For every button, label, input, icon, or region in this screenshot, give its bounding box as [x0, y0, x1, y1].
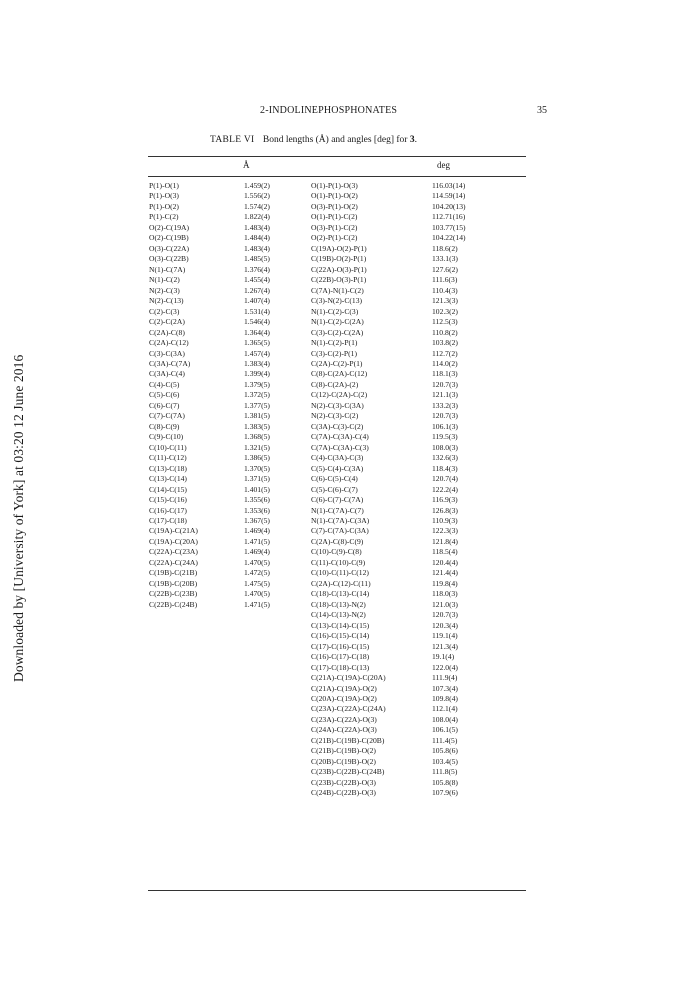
angle-value-cell: 19.1(4)	[432, 652, 455, 662]
bond-atoms-cell: C(3)-C(3A)	[149, 348, 185, 358]
bond-length-cell: 1.472(5)	[244, 568, 270, 578]
angle-value-cell: 122.2(4)	[432, 484, 458, 494]
angle-atoms-cell: C(21B)-C(19B)-C(20B)	[311, 735, 385, 745]
bond-atoms-cell: C(2A)-C(8)	[149, 327, 185, 337]
angle-value-cell: 118.4(3)	[432, 463, 458, 473]
angle-value-cell: 104.20(13)	[432, 201, 466, 211]
bond-length-cell: 1.470(5)	[244, 589, 270, 599]
bond-length-cell: 1.401(5)	[244, 484, 270, 494]
angle-value-cell: 120.7(4)	[432, 474, 458, 484]
bond-length-cell: 1.376(4)	[244, 264, 270, 274]
angle-value-cell: 110.4(3)	[432, 285, 458, 295]
angle-atoms-cell: C(19B)-O(2)-P(1)	[311, 254, 367, 264]
angle-value-cell: 119.5(3)	[432, 432, 458, 442]
angle-value-cell: 119.8(4)	[432, 578, 458, 588]
angle-value-cell: 105.8(8)	[432, 777, 458, 787]
bond-atoms-cell: N(2)-C(3)	[149, 285, 180, 295]
bond-length-cell: 1.367(5)	[244, 516, 270, 525]
angle-atoms-cell: O(1)-P(1)-C(2)	[311, 212, 358, 222]
bond-atoms-cell: C(15)-C(16)	[149, 495, 187, 505]
caption-period: .	[414, 135, 417, 145]
bond-atoms-cell: N(2)-C(13)	[149, 296, 184, 306]
angle-atoms-cell: C(23B)-C(22B)-C(24B)	[311, 767, 385, 777]
bond-length-cell: 1.574(2)	[244, 201, 270, 211]
angle-atoms-cell: C(7A)-N(1)-C(2)	[311, 285, 364, 295]
angle-value-cell: 102.3(2)	[432, 306, 458, 316]
angle-value-cell: 114.59(14)	[432, 191, 466, 201]
bond-atoms-cell: C(3A)-C(4)	[149, 369, 185, 379]
header-angle-unit: deg	[437, 160, 450, 170]
angle-value-cell: 127.6(2)	[432, 264, 458, 274]
bond-length-cell: 1.459(2)	[244, 181, 270, 190]
bond-length-cell: 1.370(5)	[244, 463, 270, 473]
angle-atoms-cell: C(5)-C(4)-C(3A)	[311, 463, 364, 473]
bond-length-cell: 1.531(4)	[244, 306, 270, 316]
angle-atoms-cell: N(1)-C(7A)-C(3A)	[311, 516, 370, 525]
bond-length-cell: 1.485(5)	[244, 254, 270, 264]
bond-atoms-cell: O(2)-C(19A)	[149, 222, 190, 232]
table-caption	[210, 135, 417, 145]
bond-atoms-cell: C(2)-C(3)	[149, 306, 180, 316]
angle-atoms-cell: C(7A)-C(3A)-C(3)	[311, 442, 369, 452]
bond-atoms-cell: P(1)-O(1)	[149, 181, 179, 190]
bond-length-cell: 1.365(5)	[244, 338, 270, 348]
angle-value-cell: 111.8(5)	[432, 767, 458, 777]
angle-atoms-cell: C(16)-C(17)-C(18)	[311, 652, 370, 662]
angle-atoms-cell: C(8)-C(2A)-C(12)	[311, 369, 368, 379]
angle-value-cell: 103.4(5)	[432, 756, 458, 766]
angle-atoms-cell: C(22B)-O(3)-P(1)	[311, 275, 367, 285]
angle-value-cell: 133.1(3)	[432, 254, 458, 264]
angle-value-cell: 114.0(2)	[432, 358, 458, 368]
angle-atoms-cell: C(21B)-C(19B)-O(2)	[311, 746, 376, 756]
angle-value-cell: 121.0(3)	[432, 599, 458, 609]
bond-length-cell: 1.484(4)	[244, 233, 270, 243]
angle-value-cell: 107.9(6)	[432, 788, 458, 798]
angle-value-cell: 122.0(4)	[432, 662, 458, 672]
angle-atoms-cell: C(21A)-C(19A)-C(20A)	[311, 673, 386, 683]
angle-atoms-cell: C(2A)-C(2)-P(1)	[311, 358, 363, 368]
angle-value-cell: 120.7(3)	[432, 610, 458, 620]
table-caption-text: Bond lengths (Å) and angles [deg] for	[262, 135, 408, 145]
angle-value-cell: 120.4(4)	[432, 557, 458, 567]
bond-length-cell: 1.372(5)	[244, 390, 270, 400]
bond-length-cell: 1.364(4)	[244, 327, 270, 337]
bond-atoms-cell: O(3)-C(22B)	[149, 254, 189, 264]
angle-atoms-cell: C(8)-C(2A)-(2)	[311, 379, 359, 389]
bond-atoms-cell: N(1)-C(7A)	[149, 264, 186, 274]
table-bottom-rule	[148, 890, 526, 891]
angle-value-cell: 132.6(3)	[432, 453, 458, 463]
bond-length-cell: 1.407(4)	[244, 296, 270, 306]
angle-value-cell: 106.1(3)	[432, 421, 458, 431]
angle-atoms-cell: C(6)-C(5)-C(4)	[311, 474, 358, 484]
angle-value-cell: 108.0(3)	[432, 442, 458, 452]
bond-atoms-cell: C(16)-C(17)	[149, 505, 187, 515]
angle-atoms-cell: C(3)-C(2)-P(1)	[311, 348, 357, 358]
header-length-unit: Å	[243, 160, 250, 170]
angle-value-cell: 119.1(4)	[432, 631, 458, 641]
angle-value-cell: 120.7(3)	[432, 379, 458, 389]
angle-value-cell: 118.0(3)	[432, 589, 458, 599]
angle-value-cell: 107.3(4)	[432, 683, 458, 693]
angle-value-cell: 112.71(16)	[432, 212, 466, 222]
bond-length-cell: 1.383(5)	[244, 421, 270, 431]
bond-atoms-cell: C(17)-C(18)	[149, 516, 187, 525]
bond-length-cell: 1.399(4)	[244, 369, 270, 379]
angle-atoms-cell: C(17)-C(16)-C(15)	[311, 641, 370, 651]
bond-length-cell: 1.822(4)	[244, 212, 270, 222]
bond-length-cell: 1.383(4)	[244, 358, 270, 368]
angle-value-cell: 106.1(5)	[432, 725, 458, 735]
running-head: 2-INDOLINEPHOSPHONATES	[260, 105, 398, 116]
bond-length-cell: 1.470(5)	[244, 557, 270, 567]
bond-length-cell: 1.483(4)	[244, 222, 270, 232]
table-label: TABLE VI	[210, 135, 255, 145]
angle-atoms-cell: C(16)-C(15)-C(14)	[311, 631, 370, 641]
angle-value-cell: 111.6(3)	[432, 275, 458, 285]
angle-value-cell: 112.7(2)	[432, 348, 458, 358]
bond-atoms-cell: C(4)-C(5)	[149, 379, 180, 389]
angle-value-cell: 118.1(3)	[432, 369, 458, 379]
angle-atoms-cell: C(3)-C(2)-C(2A)	[311, 327, 364, 337]
bond-length-cell: 1.455(4)	[244, 275, 270, 285]
angle-value-cell: 121.4(4)	[432, 568, 458, 578]
angle-atoms-cell: C(18)-C(13)-N(2)	[311, 599, 366, 609]
angle-value-cell: 116.03(14)	[432, 181, 466, 190]
angle-atoms-cell: O(1)-P(1)-O(3)	[311, 181, 358, 190]
bond-atoms-cell: O(2)-C(19B)	[149, 233, 189, 243]
angle-atoms-cell: C(22A)-O(3)-P(1)	[311, 264, 367, 274]
angle-atoms-cell: N(1)-C(2)-C(3)	[311, 306, 359, 316]
bond-atoms-cell: C(22B)-C(24B)	[149, 599, 198, 609]
bond-atoms-cell: C(6)-C(7)	[149, 400, 180, 410]
angle-value-cell: 120.3(4)	[432, 620, 458, 630]
bond-atoms-cell: C(8)-C(9)	[149, 421, 180, 431]
angle-value-cell: 110.8(2)	[432, 327, 458, 337]
angle-value-cell: 116.9(3)	[432, 495, 458, 505]
bond-atoms-cell: O(3)-C(22A)	[149, 243, 190, 253]
bond-length-cell: 1.457(4)	[244, 348, 270, 358]
bond-length-cell: 1.469(4)	[244, 526, 270, 536]
bond-length-cell: 1.471(5)	[244, 599, 270, 609]
bond-atoms-cell: C(2)-C(2A)	[149, 317, 185, 327]
angle-atoms-cell: C(19A)-O(2)-P(1)	[311, 243, 367, 253]
angle-atoms-cell: C(23A)-C(22A)-O(3)	[311, 714, 377, 724]
angle-atoms-cell: C(23B)-C(22B)-O(3)	[311, 777, 376, 787]
angle-value-cell: 120.7(3)	[432, 411, 458, 421]
angle-value-cell: 118.5(4)	[432, 547, 458, 557]
bond-length-column	[244, 181, 270, 610]
angle-value-cell: 133.2(3)	[432, 400, 458, 410]
angle-atoms-cell: C(10)-C(11)-C(12)	[311, 568, 369, 578]
bond-length-cell: 1.368(5)	[244, 432, 270, 442]
bond-length-cell: 1.353(6)	[244, 505, 270, 515]
bond-atoms-cell: C(14)-C(15)	[149, 484, 187, 494]
angle-atoms-cell: C(24A)-C(22A)-O(3)	[311, 725, 377, 735]
bond-length-cell: 1.546(4)	[244, 317, 270, 327]
angle-value-cell: 104.22(14)	[432, 233, 466, 243]
bond-atoms-cell: C(9)-C(10)	[149, 432, 184, 442]
angle-atoms-cell: C(12)-C(2A)-C(2)	[311, 390, 368, 400]
angle-atoms-cell: C(21A)-C(19A)-O(2)	[311, 683, 377, 693]
angle-value-cell: 109.8(4)	[432, 693, 458, 703]
angle-atoms-cell: C(10)-C(9)-C(8)	[311, 547, 362, 557]
angle-atoms-cell: C(20B)-C(19B)-O(2)	[311, 756, 376, 766]
angle-value-cell: 126.8(3)	[432, 505, 458, 515]
angle-value-cell: 121.1(3)	[432, 390, 458, 400]
bond-length-cell: 1.381(5)	[244, 411, 270, 421]
bond-atoms-cell: P(1)-O(2)	[149, 201, 179, 211]
angle-atoms-cell: C(23A)-C(22A)-C(24A)	[311, 704, 386, 714]
angle-value-cell: 108.0(4)	[432, 714, 458, 724]
bond-atoms-cell: C(19A)-C(20A)	[149, 536, 198, 546]
angle-atoms-cell: N(1)-C(2)-C(2A)	[311, 317, 364, 327]
table-top-rule	[148, 156, 526, 157]
bond-atoms-cell: P(1)-C(2)	[149, 212, 179, 222]
bond-atoms-cell: C(19B)-C(21B)	[149, 568, 198, 578]
angle-atoms-cell: N(2)-C(3)-C(2)	[311, 411, 359, 421]
angle-atoms-cell: C(20A)-C(19A)-O(2)	[311, 693, 377, 703]
angle-atoms-cell: C(14)-C(13)-N(2)	[311, 610, 366, 620]
bond-atoms-cell: C(13)-C(18)	[149, 463, 187, 473]
bond-length-cell: 1.386(5)	[244, 453, 270, 463]
angle-atoms-cell: C(4)-C(3A)-C(3)	[311, 453, 364, 463]
bond-length-cell: 1.371(5)	[244, 474, 270, 484]
bond-length-cell: 1.355(6)	[244, 495, 270, 505]
angle-value-cell: 103.77(15)	[432, 222, 466, 232]
bond-atoms-cell: C(22A)-C(23A)	[149, 547, 198, 557]
bond-atoms-cell: C(22A)-C(24A)	[149, 557, 198, 567]
angle-atoms-cell: N(1)-C(2)-P(1)	[311, 338, 358, 348]
angle-atoms-cell: C(11)-C(10)-C(9)	[311, 557, 366, 567]
angle-value-cell: 121.3(3)	[432, 296, 458, 306]
bond-atoms-cell: P(1)-O(3)	[149, 191, 179, 201]
angle-value-cell: 111.9(4)	[432, 673, 458, 683]
angle-atoms-cell: C(13)-C(14)-C(15)	[311, 620, 370, 630]
angle-value-cell: 110.9(3)	[432, 516, 458, 525]
bond-atoms-cell: C(19B)-C(20B)	[149, 578, 198, 588]
bond-length-cell: 1.267(4)	[244, 285, 270, 295]
bond-atoms-column	[149, 181, 198, 610]
bond-length-cell: 1.321(5)	[244, 442, 270, 452]
bond-atoms-cell: C(13)-C(14)	[149, 474, 187, 484]
angle-atoms-cell: N(2)-C(3)-C(3A)	[311, 400, 364, 410]
bond-atoms-cell: C(22B)-C(23B)	[149, 589, 198, 599]
compound-number: 3	[409, 135, 415, 145]
angle-atoms-cell: C(3A)-C(3)-C(2)	[311, 421, 364, 431]
angle-atoms-cell: C(7)-C(7A)-C(3A)	[311, 526, 369, 536]
angle-value-cell: 105.8(6)	[432, 746, 458, 756]
angle-atoms-cell: C(3)-N(2)-C(13)	[311, 296, 363, 306]
angle-atoms-cell: C(2A)-C(12)-C(11)	[311, 578, 371, 588]
angle-atoms-cell: C(18)-C(13)-C(14)	[311, 589, 370, 599]
download-watermark: Downloaded by [University of York] at 03:20 12 June 2016	[11, 354, 26, 682]
angle-atoms-cell: O(3)-P(1)-C(2)	[311, 222, 358, 232]
bond-length-cell: 1.469(4)	[244, 547, 270, 557]
angle-atoms-cell: O(2)-P(1)-C(2)	[311, 233, 358, 243]
bond-atoms-cell: C(2A)-C(12)	[149, 338, 189, 348]
angle-atoms-cell: C(17)-C(18)-C(13)	[311, 662, 370, 672]
bond-atoms-cell: C(19A)-C(21A)	[149, 526, 198, 536]
angle-value-cell: 122.3(3)	[432, 526, 458, 536]
bond-length-cell: 1.475(5)	[244, 578, 270, 588]
bond-atoms-cell: C(10)-C(11)	[149, 442, 187, 452]
bond-atoms-cell: C(3A)-C(7A)	[149, 358, 191, 368]
angle-atoms-cell: O(3)-P(1)-O(2)	[311, 201, 358, 211]
angle-value-cell: 118.6(2)	[432, 243, 458, 253]
page-number: 35	[537, 105, 547, 116]
angle-value-column	[432, 181, 466, 799]
angle-value-cell: 121.3(4)	[432, 641, 458, 651]
bond-atoms-cell: N(1)-C(2)	[149, 275, 180, 285]
bond-length-cell: 1.379(5)	[244, 379, 270, 389]
bond-atoms-cell: C(7)-C(7A)	[149, 411, 185, 421]
bond-length-cell: 1.377(5)	[244, 400, 270, 410]
angle-atoms-cell: O(1)-P(1)-O(2)	[311, 191, 358, 201]
angle-atoms-cell: N(1)-C(7A)-C(7)	[311, 505, 364, 515]
bond-atoms-cell: C(5)-C(6)	[149, 390, 180, 400]
angle-atoms-column	[311, 181, 386, 799]
angle-atoms-cell: C(5)-C(6)-C(7)	[311, 484, 358, 494]
bond-length-cell: 1.556(2)	[244, 191, 270, 201]
bond-length-cell: 1.483(4)	[244, 243, 270, 253]
table-header-rule	[148, 176, 526, 177]
angle-value-cell: 111.4(5)	[432, 735, 458, 745]
angle-atoms-cell: C(2A)-C(8)-C(9)	[311, 536, 364, 546]
angle-atoms-cell: C(6)-C(7)-C(7A)	[311, 495, 364, 505]
bond-atoms-cell: C(11)-C(12)	[149, 453, 187, 463]
bond-length-cell: 1.471(5)	[244, 536, 270, 546]
angle-value-cell: 112.1(4)	[432, 704, 458, 714]
angle-value-cell: 112.5(3)	[432, 317, 458, 327]
angle-atoms-cell: C(24B)-C(22B)-O(3)	[311, 788, 376, 798]
angle-value-cell: 121.8(4)	[432, 536, 458, 546]
angle-atoms-cell: C(7A)-C(3A)-C(4)	[311, 432, 369, 442]
angle-value-cell: 103.8(2)	[432, 338, 458, 348]
